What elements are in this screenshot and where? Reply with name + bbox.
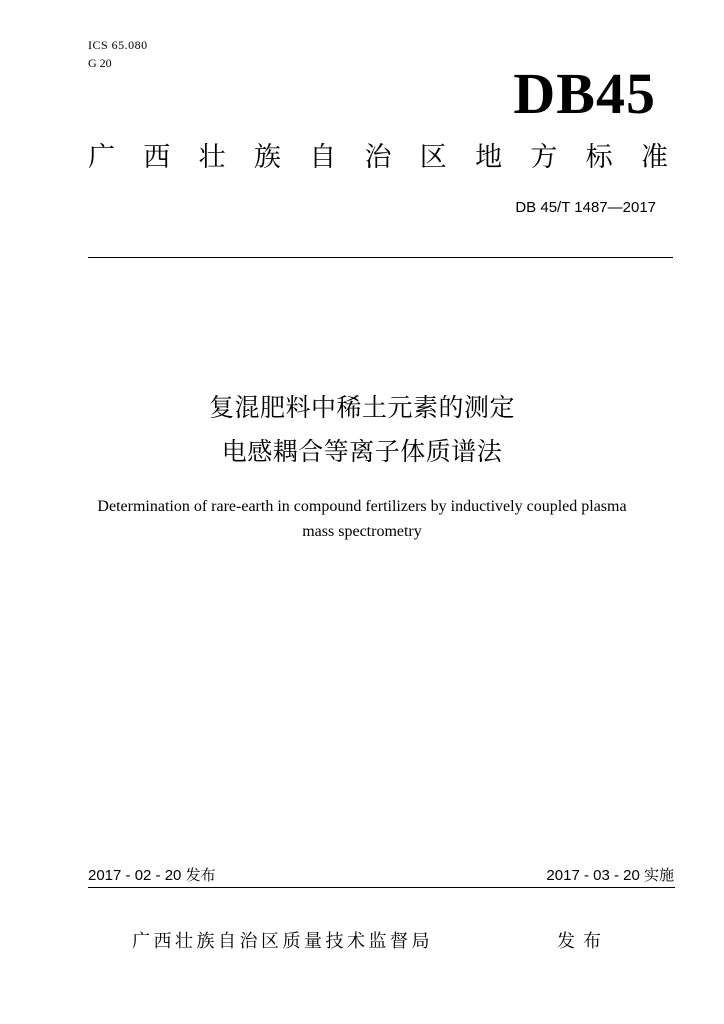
standard-type-char: 广 [88, 142, 115, 173]
issuing-authority: 广西壮族自治区质量技术监督局 [132, 931, 433, 952]
standard-type-char: 地 [475, 142, 503, 173]
english-title-line-2: mass spectrometry [302, 523, 422, 540]
standard-type-char: 自 [309, 142, 337, 173]
standard-type-char: 治 [364, 142, 392, 173]
standard-type-char: 壮 [198, 142, 226, 173]
standard-type-char: 区 [419, 142, 447, 173]
standard-type-char: 族 [253, 142, 281, 173]
db-code-logo: DB45 [513, 61, 656, 126]
standard-type-char: 标 [585, 142, 613, 173]
chinese-title-line-1: 复混肥料中稀土元素的测定 [208, 393, 515, 422]
implementation-date: 2017 - 03 - 20 实施 [546, 867, 674, 884]
classification-code: G 20 [88, 56, 112, 70]
header-divider [88, 257, 673, 258]
ics-code: ICS 65.080 [88, 38, 148, 52]
standard-type-char: 准 [640, 142, 668, 173]
standard-type-char: 西 [143, 142, 171, 173]
standard-number: DB 45/T 1487—2017 [515, 199, 656, 216]
standard-type-char: 方 [530, 142, 558, 173]
english-title-line-1: Determination of rare-earth in compound fertilizers by inductively coupled plasma [97, 498, 627, 515]
chinese-title-line-2: 电感耦合等离子体质谱法 [221, 437, 503, 466]
issue-date: 2017 - 02 - 20 发布 [88, 867, 216, 884]
footer-divider [88, 887, 675, 888]
issue-label: 发布 [557, 931, 609, 952]
standard-type-heading [88, 140, 668, 176]
